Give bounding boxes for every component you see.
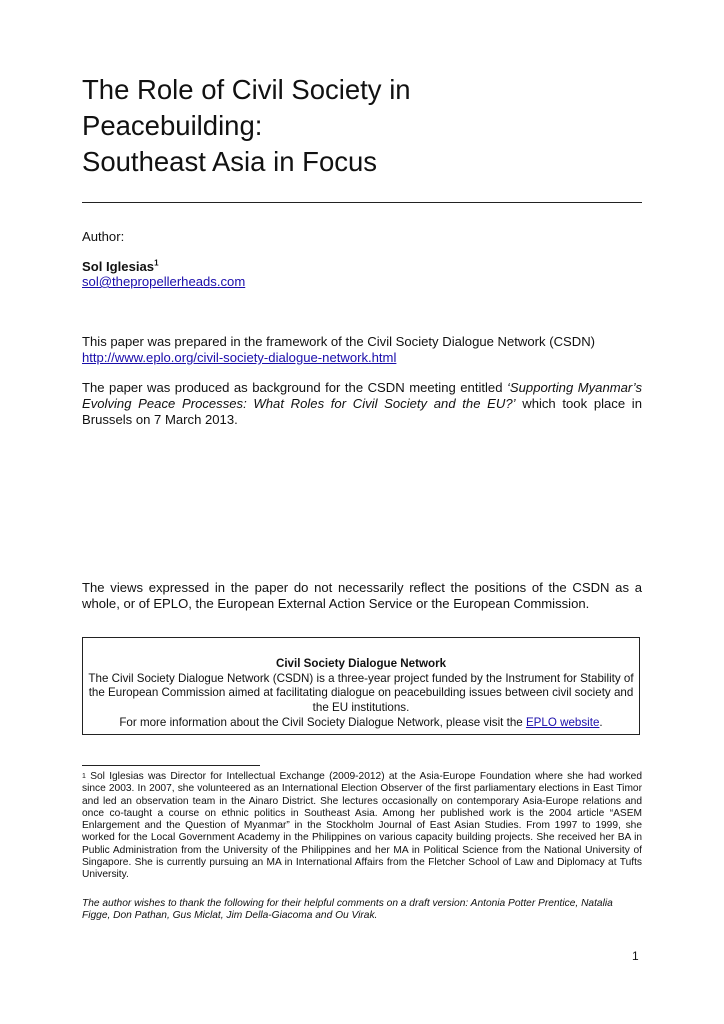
csdn-box-more-info: For more information about the Civil Society Dialogue Network, please visit the <box>119 715 526 729</box>
csdn-url-link[interactable]: http://www.eplo.org/civil-society-dialogue-network.html <box>82 350 397 365</box>
meeting-title: ‘Supporting Myanmar’s Evolving Peace Processes: What Roles for Civil Society and the EU?’ <box>82 380 642 411</box>
footnote-separator <box>82 765 260 766</box>
author-name: Sol Iglesias <box>82 259 155 274</box>
csdn-box-description: The Civil Society Dialogue Network (CSDN) is a three-year project funded by the Instrument for Stability of the European Commission aimed at facilitating dialogue on peacebuilding issues between civil society and the EU institutions. <box>88 671 634 715</box>
author-email-link[interactable]: sol@thepropellerheads.com <box>82 274 246 289</box>
csdn-box-title: Civil Society Dialogue Network <box>275 657 447 670</box>
eplo-website-link[interactable]: EPLO website <box>525 715 600 729</box>
author-email-line <box>82 274 245 290</box>
background-text-end: which took place in Brussels on 7 March 2013. <box>82 396 642 427</box>
author-label: Author: <box>82 229 125 244</box>
disclaimer-paragraph: The views expressed in the paper do not necessarily reflect the positions of the CSDN as a whole, or of EPLO, the European External Action Service or the European Commission. <box>82 580 642 611</box>
acknowledgements: The author wishes to thank the following for their helpful comments on a draft version: Antonia Potter Prentice, Natalia Figge, Don Pathan, Gus Miclat, Jim Della-Giacoma and Ou Virak. <box>82 898 613 922</box>
footnote-text: Sol Iglesias was Director for Intellectual Exchange (2009-2012) at the Asia-Europe Foundation where she had worked since 2003. In 2007, she volunteered as an International Election Observer of the first parliamentary elections in East Timor and led an observation team in the Ainaro District. She lectures occasionally on contemporary Asia-Europe relations and once co-taught a course on ethnic politics in Southeast Asia. Among her published work is the 2004 article “ASEM Enlargement and the Question of Myanmar” in the Stockholm Journal of East Asian Studies. From 1997 to 1999, she worked for the Local Government Academy in the Philippines on various capacity building projects. She received her BA in Public Administration from the University of the Philippines and her MA in Political Science from the National University of Singapore. She is currently pursuing an MA in International Affairs from the Fletcher School of Law and Diplomacy at Tufts University. <box>82 771 642 881</box>
title-line-2: Peacebuilding: <box>82 110 263 141</box>
framework-paragraph <box>82 334 642 366</box>
title-line-1: The Role of Civil Society in <box>82 74 411 105</box>
footnote-1 <box>82 771 642 882</box>
csdn-info-box <box>82 637 640 735</box>
title-divider <box>82 202 642 203</box>
author-name-line <box>82 259 159 275</box>
title-line-3: Southeast Asia in Focus <box>82 146 378 177</box>
csdn-box-period: . <box>599 715 603 729</box>
page-number: 1 <box>632 949 639 963</box>
background-paragraph <box>82 380 642 428</box>
footnote-number: 1 <box>82 773 86 780</box>
framework-text: This paper was prepared in the framework of the Civil Society Dialogue Network (CSDN) <box>82 334 596 349</box>
author-footnote-mark: 1 <box>154 258 159 268</box>
background-text-start: The paper was produced as background for the CSDN meeting entitled <box>82 380 507 395</box>
document-title <box>82 72 642 180</box>
